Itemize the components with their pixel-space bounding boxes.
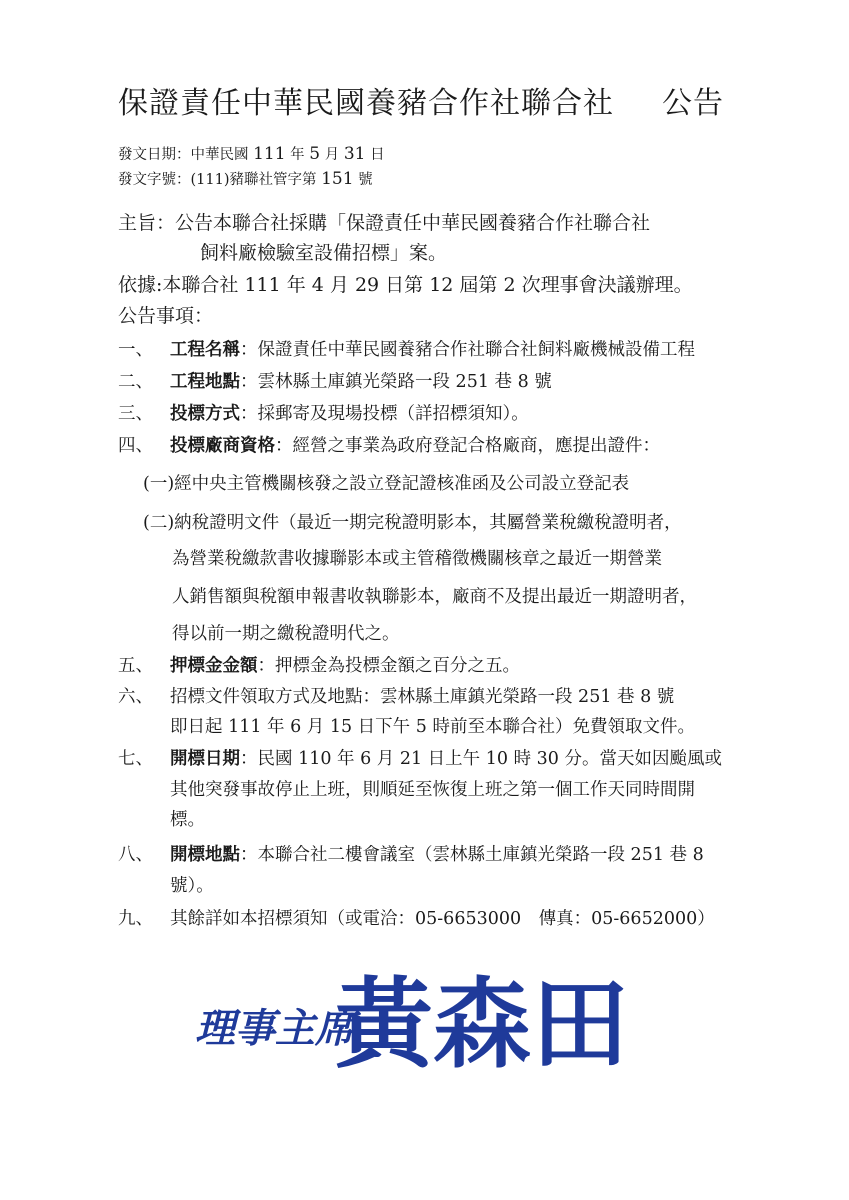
basis-line: 依據:本聯合社 111 年 4 月 29 日第 12 屆第 2 次理事會決議辦理。 [118, 274, 693, 296]
chairman-signature-stamp [195, 950, 625, 1080]
item-4-sub-2-line-4: 得以前一期之繳稅證明代之。 [172, 624, 400, 644]
item-7-line-1: 七、 開標日期：民國 110 年 6 月 21 日上午 10 時 30 分。當天如因颱風或 [118, 749, 722, 769]
item-label: 開標日期 [170, 749, 240, 769]
item-1: 一、 工程名稱：保證責任中華民國養豬合作社聯合社飼料廠機械設備工程 [118, 340, 695, 360]
reference-number: 發文字號：(111)豬聯社管字第 151 號 [118, 169, 373, 189]
item-8-line-1: 八、 開標地點：本聯合社二樓會議室（雲林縣土庫鎮光榮路一段 251 巷 8 [118, 845, 704, 865]
item-5: 五、 押標金金額：押標金為投標金額之百分之五。 [118, 656, 520, 676]
item-label: 投標廠商資格 [170, 436, 275, 456]
org-name: 保證責任中華民國養豬合作社聯合社 [118, 86, 614, 121]
announcement-tag: 公告 [662, 86, 724, 121]
item-7-line-2: 其他突發事故停止上班，則順延至恢復上班之第一個工作天同時間開 [170, 780, 695, 800]
item-2: 二、 工程地點：雲林縣土庫鎮光榮路一段 251 巷 8 號 [118, 372, 552, 392]
item-4-sub-1: (一)經中央主管機關核發之設立登記證核准函及公司設立登記表 [143, 474, 630, 494]
item-label: 開標地點 [170, 845, 240, 865]
items-heading: 公告事項： [118, 305, 214, 327]
item-4-sub-2-line-1: (二)納稅證明文件（最近一期完稅證明影本，其屬營業稅繳稅證明者， [143, 513, 682, 533]
page-title [118, 78, 724, 122]
item-6-line-2: 即日起 111 年 6 月 15 日下午 5 時前至本聯合社）免費領取文件。 [170, 717, 695, 737]
item-8-line-2: 號）。 [170, 876, 214, 896]
item-label: 投標方式 [170, 404, 240, 424]
subject-line-1: 主旨：公告本聯合社採購「保證責任中華民國養豬合作社聯合社 [118, 212, 651, 234]
chairman-name-mark: 黃森田 [335, 967, 625, 1080]
item-label: 工程地點 [170, 372, 240, 392]
subject-line-2: 飼料廠檢驗室設備招標」案。 [200, 242, 448, 264]
item-7-line-3: 標。 [170, 810, 205, 830]
item-4-sub-2-line-2: 為營業稅繳款書收據聯影本或主管稽徵機關核章之最近一期營業 [172, 549, 662, 569]
chairman-title-mark: 理事主席 [195, 1005, 355, 1052]
item-9: 九、 其餘詳如本招標須知（或電洽：05-6653000 傳真：05-6652000） [118, 909, 715, 929]
issue-date: 發文日期：中華民國 111 年 5 月 31 日 [118, 144, 385, 164]
item-3: 三、 投標方式：採郵寄及現場投標（詳招標須知）。 [118, 404, 529, 424]
item-6-line-1: 六、 招標文件領取方式及地點：雲林縣土庫鎮光榮路一段 251 巷 8 號 [118, 687, 675, 707]
item-label: 押標金金額 [170, 656, 258, 676]
signature-stamp-graphic [195, 950, 625, 1080]
item-4-sub-2-line-3: 人銷售額與稅額申報書收執聯影本，廠商不及提出最近一期證明者， [172, 587, 697, 607]
item-label: 工程名稱 [170, 340, 240, 360]
item-4: 四、 投標廠商資格：經營之事業為政府登記合格廠商，應提出證件： [118, 436, 660, 456]
